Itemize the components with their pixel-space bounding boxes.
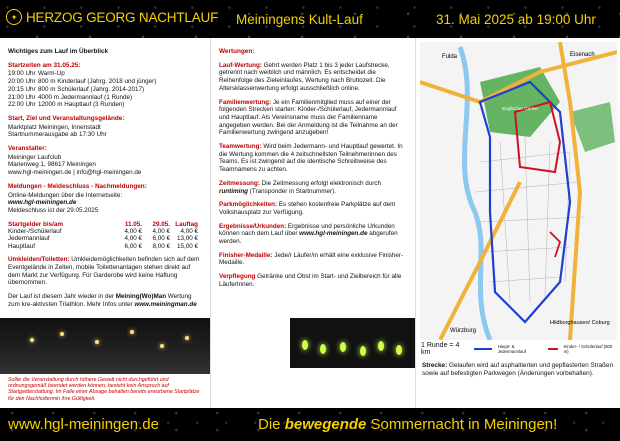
footer-slogan — [258, 416, 557, 433]
fees-row — [8, 235, 198, 242]
rating-heading: Familienwertung: — [219, 98, 272, 106]
triathlon-link[interactable]: www.meiningman.de — [134, 300, 197, 308]
disclaimer: Sollte die Veranstaltung durch höhere Gewalt nicht durchgeführt und ordnungsgemäß beendet werden können, besteht kein Anspruch auf Startgelderstattung. Im Falle einer Absage behalten bereits erworbene Startplätze für den Nachholtermin ihre Gültigkeit. — [0, 374, 210, 408]
registration-deadline: Meldeschluss ist der 29.05.2025 — [8, 206, 99, 214]
changing-title: Umkleiden/Toiletten: — [8, 256, 70, 264]
start-event: 800 m Schülerlauf (Jahrg. 2014-2017) — [38, 85, 145, 93]
rating-text: Wird beim Jedermann- und Hauptlauf gewertet. In die Wertung kommen die 4 zeitschnellsten Teilnehmerinnen des Teams. Es ist zwingend auf die identische Schreibweise des Teamnamens zu achten. — [219, 143, 403, 174]
changing-text: Umkleidemöglichkeiten befinden sich auf dem Eventgelände in Zelten, mobile Toilettenanlagen stehen direkt auf dem Markt zur Verfügung. Für Garderobe wird keine Haftung übernommen. — [8, 256, 200, 287]
rating-item — [219, 62, 408, 93]
legend-round: 1 Runde = 4 km — [421, 342, 460, 356]
rating-heading: Verpflegung — [219, 273, 256, 281]
rating-item — [219, 223, 408, 246]
night-run-photo — [0, 318, 210, 374]
rating-item — [219, 252, 408, 267]
start-time-row — [8, 86, 202, 94]
registration-info: Online-Meldungen über die Internetseite: — [8, 191, 123, 199]
runner-logo-icon: ✦ — [6, 9, 22, 25]
fees-value: 15,00 € — [176, 242, 198, 250]
start-time: 22:00 Uhr — [8, 101, 36, 109]
rating-text: Je ein Familienmitglied muss auf einer der folgenden Strecken starten: Kinder-/Schülerlauf, Jedermannlauf und Hauptlauf. Als Vereinsname muss der Familienname angegeben werden. Bei der Anmeldung ist die Teilnahme an der Familienwertung zwingend anzugeben! — [219, 98, 398, 137]
ratings-title: Wertungen: — [219, 48, 255, 55]
registration-link[interactable]: www.hgl-meiningen.de — [8, 199, 77, 207]
rating-item — [219, 273, 408, 288]
brand-name: HERZOG GEORG NACHTLAUF — [26, 9, 219, 25]
fees-header: Lauftag — [175, 220, 198, 228]
rating-text: abgerufen werden. — [219, 230, 398, 246]
venue — [8, 115, 202, 139]
organizer — [8, 145, 202, 177]
fees-category: Hauptlauf — [8, 242, 35, 250]
route-text: Gelaufen wird auf asphaltierten und gepflasterten Straßen sowie auf befestigten Parkwegen (Änderungen vorbehalten). — [422, 362, 614, 377]
venue-line: Marktplatz Meiningen, Innenstadt — [8, 123, 101, 131]
brand — [6, 9, 218, 25]
rating-item — [219, 180, 408, 195]
fees-table — [8, 221, 198, 251]
venue-title: Start, Ziel und Veranstaltungsgelände: — [8, 114, 125, 122]
fees-value: 4,00 € — [124, 228, 142, 236]
map-label-hildburghausen: Hildburghausen/ Coburg — [550, 320, 610, 326]
triathlon-brand: Meining(Wo)Man — [115, 293, 167, 301]
rating-heading: Zeitmessung: — [219, 179, 260, 187]
start-time-row — [8, 101, 202, 109]
start-time: 21:00 Uhr — [8, 93, 36, 101]
registration — [8, 183, 202, 215]
fees-value: 8,00 € — [152, 242, 170, 250]
rating-heading: Finisher-Medaille: — [219, 251, 273, 259]
start-event: Warm-Up — [38, 70, 65, 78]
tagline: Meiningens Kult-Lauf — [236, 12, 363, 27]
start-times-title: Startzeiten am 31.05.25: — [8, 61, 81, 69]
rating-text: Getränke und Obst im Start- und Zielbereich für alle LäuferInnen. — [219, 273, 402, 288]
start-event: 12000 m Hauptlauf (3 Runden) — [38, 101, 125, 109]
rating-text: Es stehen kostenfreie Parkplätze auf dem Volkshausplatz zur Verfügung. — [219, 201, 396, 216]
fees-value: 4,00 € — [124, 235, 142, 243]
rating-heading: Teamwertung: — [219, 143, 262, 151]
fees-header: Startgelder bis/am — [8, 220, 63, 228]
fees-value: 4,00 € — [180, 228, 198, 236]
slogan-text: Sommernacht in Meiningen! — [366, 416, 558, 433]
organizer-title: Veranstalter: — [8, 145, 47, 153]
fees-category: Jedermannlauf — [8, 235, 50, 243]
start-time-row — [8, 94, 202, 102]
route-title: Strecke: — [422, 362, 448, 369]
overview-title: Wichtiges zum Lauf im Überblick — [8, 48, 109, 55]
footer-url[interactable]: www.hgl-meiningen.de — [8, 416, 159, 433]
slogan-emphasis: bewegende — [284, 416, 367, 433]
right-panel — [415, 38, 620, 408]
legend-main-swatch — [474, 348, 491, 350]
legend-main: Haupt- & Jedermannlauf — [497, 344, 526, 354]
start-time-row — [8, 78, 202, 86]
fees-row — [8, 228, 198, 235]
rating-heading: Parkmöglichkeiten: — [219, 201, 278, 209]
start-event: 800 m Kinderlauf (Jahrg. 2018 und jünger) — [38, 78, 157, 86]
fees-value: 13,00 € — [176, 235, 198, 243]
fees-row — [8, 243, 198, 250]
fees-value: 6,00 € — [152, 235, 170, 243]
rating-emphasis: runtiming — [219, 187, 249, 195]
start-times — [8, 62, 202, 109]
changing-rooms — [8, 256, 202, 287]
rating-emphasis[interactable]: www.hgl-meiningen.de — [299, 230, 368, 238]
route-map — [420, 42, 617, 340]
start-time: 19:00 Uhr — [8, 70, 36, 78]
rating-text: (Transponder in Startnummer). — [248, 187, 336, 195]
rating-heading: Ergebnisse/Urkunden: — [219, 222, 287, 230]
left-panel — [0, 38, 210, 408]
fees-value: 4,00 € — [152, 228, 170, 236]
rating-item — [219, 99, 408, 138]
rating-text: Die Zeitmessung erfolgt elektronisch durch — [259, 179, 382, 187]
triathlon-text: Wertung zum kre-aktivsten Triathlon. Mehr Infos unter — [8, 293, 192, 308]
triathlon-info — [8, 293, 202, 308]
fees — [8, 221, 202, 251]
rating-text: Gehrt werden Platz 1 bis 3 jeder Laufstrecke, getrennt nach weiblich und männlich. Es entscheidet die Reihenfolge des Zieleinlaufes, Wertung nach Bruttozeit. Die Altersklassenwertung erfolgt ausschließlich online. — [219, 61, 390, 92]
legend-kids: Kinder- / Schülerlauf (800 m) — [563, 344, 613, 354]
organizer-line: Meininger Laufclub — [8, 153, 62, 161]
legend-kids-swatch — [548, 348, 558, 350]
slogan-text: Die — [258, 416, 285, 433]
start-time: 20:15 Uhr — [8, 85, 36, 93]
rating-text: Jede/r Läufer/in erhält eine exklusive Finisher-Medaille. — [219, 251, 404, 267]
map-label-park: Englischer Garten — [502, 106, 539, 111]
rating-text: Ergebnisse und persönliche Urkunden können nach dem Lauf über — [219, 222, 395, 238]
glowstick-runners-photo — [290, 318, 415, 368]
start-time-row — [8, 70, 202, 78]
fees-header: 29.05. — [152, 220, 170, 228]
map-label-eisenach: Eisenach — [570, 52, 595, 58]
rating-heading: Lauf-Wertung: — [219, 61, 262, 69]
rating-item — [219, 143, 408, 174]
organizer-line: Marienweg 1, 98617 Meiningen — [8, 161, 96, 169]
route-description — [422, 362, 617, 377]
event-date: 31. Mai 2025 ab 19:00 Uhr — [436, 12, 596, 27]
fees-header: 11.05. — [124, 220, 142, 228]
map-label-fulda: Fulda — [442, 54, 458, 60]
registration-title: Meldungen - Meldeschluss - Nachmeldungen: — [8, 182, 147, 190]
start-event: 4000 m Jedermannlauf (1 Runde) — [38, 93, 133, 101]
organizer-contact-link[interactable]: www.hgl-meiningen.de | info@hgl-meiningen.de — [8, 169, 142, 177]
triathlon-text: Der Lauf ist diesem Jahr wieder in der — [8, 293, 116, 301]
fees-category: Kinder-/Schülerlauf — [8, 228, 62, 236]
start-time: 20:00 Uhr — [8, 78, 36, 86]
map-legend — [421, 342, 616, 356]
map-label-wurzburg: Würzburg — [450, 328, 477, 334]
venue-line: Startnummerausgabe ab 17:30 Uhr — [8, 131, 107, 139]
fees-value: 6,00 € — [124, 242, 142, 250]
rating-item — [219, 201, 408, 216]
